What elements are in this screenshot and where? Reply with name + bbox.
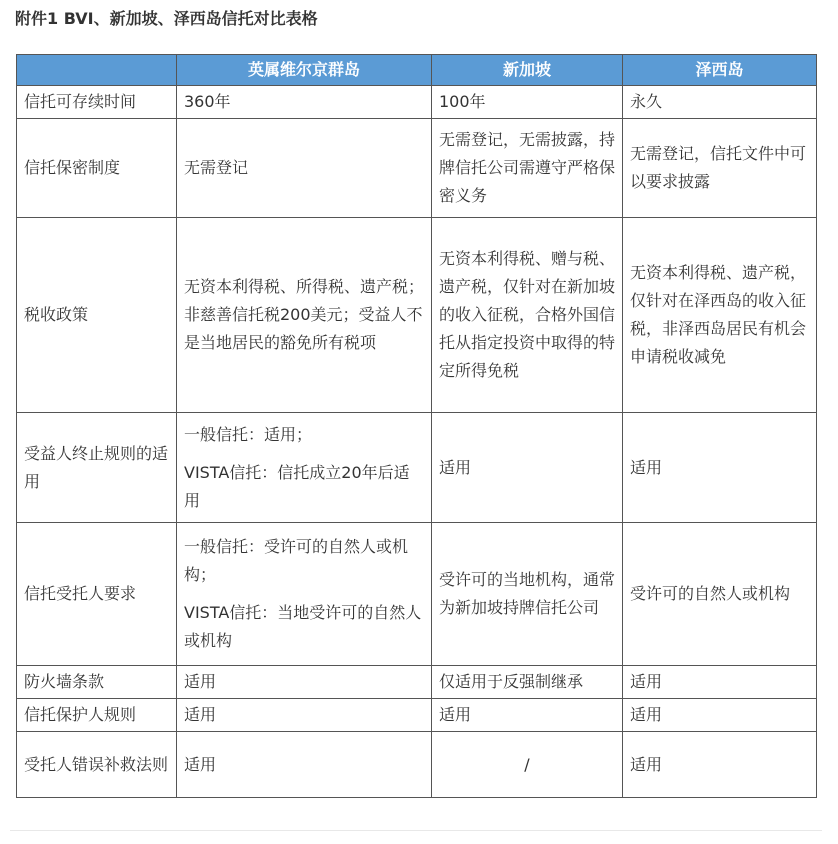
table-row (17, 523, 817, 666)
cell-singapore (432, 218, 623, 413)
table-header-row (17, 55, 817, 86)
cell-text: 适用 (439, 457, 472, 477)
cell-text: 无资本利得税、赠与税、遗产税，仅针对在新加坡的收入征税，合格外国信托从指定投资中取得的特定所得免税 (439, 249, 616, 380)
cell-bvi (177, 699, 432, 732)
table-row (17, 699, 817, 732)
cell-text: 适用 (184, 705, 217, 724)
cell-text: 无资本利得税、遗产税，仅针对在泽西岛的收入征税，非泽西岛居民有机会申请税收减免 (630, 263, 807, 366)
cell-text: 信托保密制度 (24, 158, 121, 177)
cell-bvi (177, 413, 432, 523)
row-label (17, 699, 177, 732)
cell-text: 无需登记，无需披露，持牌信托公司需遵守严格保密义务 (439, 130, 616, 205)
cell-text: 永久 (630, 92, 663, 111)
cell-singapore (432, 86, 623, 119)
cell-jersey (623, 732, 817, 798)
cell-text: 信托可存续时间 (24, 92, 137, 111)
cell-bvi (177, 666, 432, 699)
cell-text: 适用 (630, 705, 663, 724)
cell-text: VISTA信托：信托成立20年后适用 (184, 462, 410, 510)
cell-bvi (177, 732, 432, 798)
cell-singapore (432, 666, 623, 699)
cell-singapore (432, 413, 623, 523)
header-bvi: 英属维尔京群岛 (177, 55, 432, 86)
cell-text: 无需登记，信托文件中可以要求披露 (630, 144, 807, 191)
cell-text: 信托保护人规则 (24, 705, 137, 724)
row-label (17, 218, 177, 413)
table-row (17, 218, 817, 413)
cell-text: 无资本利得税、所得税、遗产税；非慈善信托税200美元；受益人不是当地居民的豁免所有税项 (184, 277, 425, 352)
cell-jersey (623, 699, 817, 732)
row-label (17, 119, 177, 218)
row-label (17, 413, 177, 523)
cell-text: 受托人错误补救法则 (24, 754, 169, 774)
cell-text: 适用 (630, 754, 663, 774)
cell-jersey (623, 86, 817, 119)
cell-text: VISTA信托：当地受许可的自然人或机构 (184, 603, 422, 650)
cell-singapore (432, 699, 623, 732)
cell-singapore (432, 732, 623, 798)
cell-bvi (177, 86, 432, 119)
table-row (17, 119, 817, 218)
cell-text: 适用 (630, 672, 663, 691)
cell-text: / (524, 754, 530, 774)
cell-jersey (623, 413, 817, 523)
cell-jersey (623, 119, 817, 218)
cell-text: 受许可的自然人或机构 (630, 584, 791, 603)
cell-text: 受许可的当地机构，通常为新加坡持牌信托公司 (439, 570, 616, 617)
row-label (17, 86, 177, 119)
cell-jersey (623, 218, 817, 413)
cell-bvi (177, 218, 432, 413)
header-singapore: 新加坡 (432, 55, 623, 86)
cell-text: 适用 (184, 754, 217, 774)
cell-text: 100年 (439, 92, 486, 111)
header-jersey: 泽西岛 (623, 55, 817, 86)
table-row (17, 666, 817, 699)
cell-text: 一般信托：适用； (184, 424, 313, 444)
row-label (17, 732, 177, 798)
cell-text: 适用 (439, 705, 472, 724)
cell-text: 无需登记 (184, 158, 249, 177)
cell-text: 受益人终止规则的适用 (24, 443, 169, 491)
cell-bvi (177, 523, 432, 666)
cell-text: 360年 (184, 92, 231, 111)
cell-singapore (432, 523, 623, 666)
cell-text: 适用 (184, 672, 217, 691)
cell-singapore (432, 119, 623, 218)
row-label (17, 523, 177, 666)
table-row (17, 413, 817, 523)
cell-text: 适用 (630, 457, 663, 477)
row-label (17, 666, 177, 699)
cell-bvi (177, 119, 432, 218)
cell-text: 仅适用于反强制继承 (439, 672, 584, 691)
cell-text: 税收政策 (24, 305, 89, 324)
cell-jersey (623, 666, 817, 699)
comparison-table (16, 54, 817, 798)
cell-jersey (623, 523, 817, 666)
header-blank (17, 55, 177, 86)
cell-text: 信托受托人要求 (24, 584, 137, 603)
cell-text: 防火墙条款 (24, 672, 105, 691)
table-row (17, 732, 817, 798)
page-title: 附件1 BVI、新加坡、泽西岛信托对比表格 (15, 9, 318, 28)
table-row (17, 86, 817, 119)
footer-divider (10, 830, 822, 831)
cell-text: 一般信托：受许可的自然人或机构； (184, 537, 409, 584)
